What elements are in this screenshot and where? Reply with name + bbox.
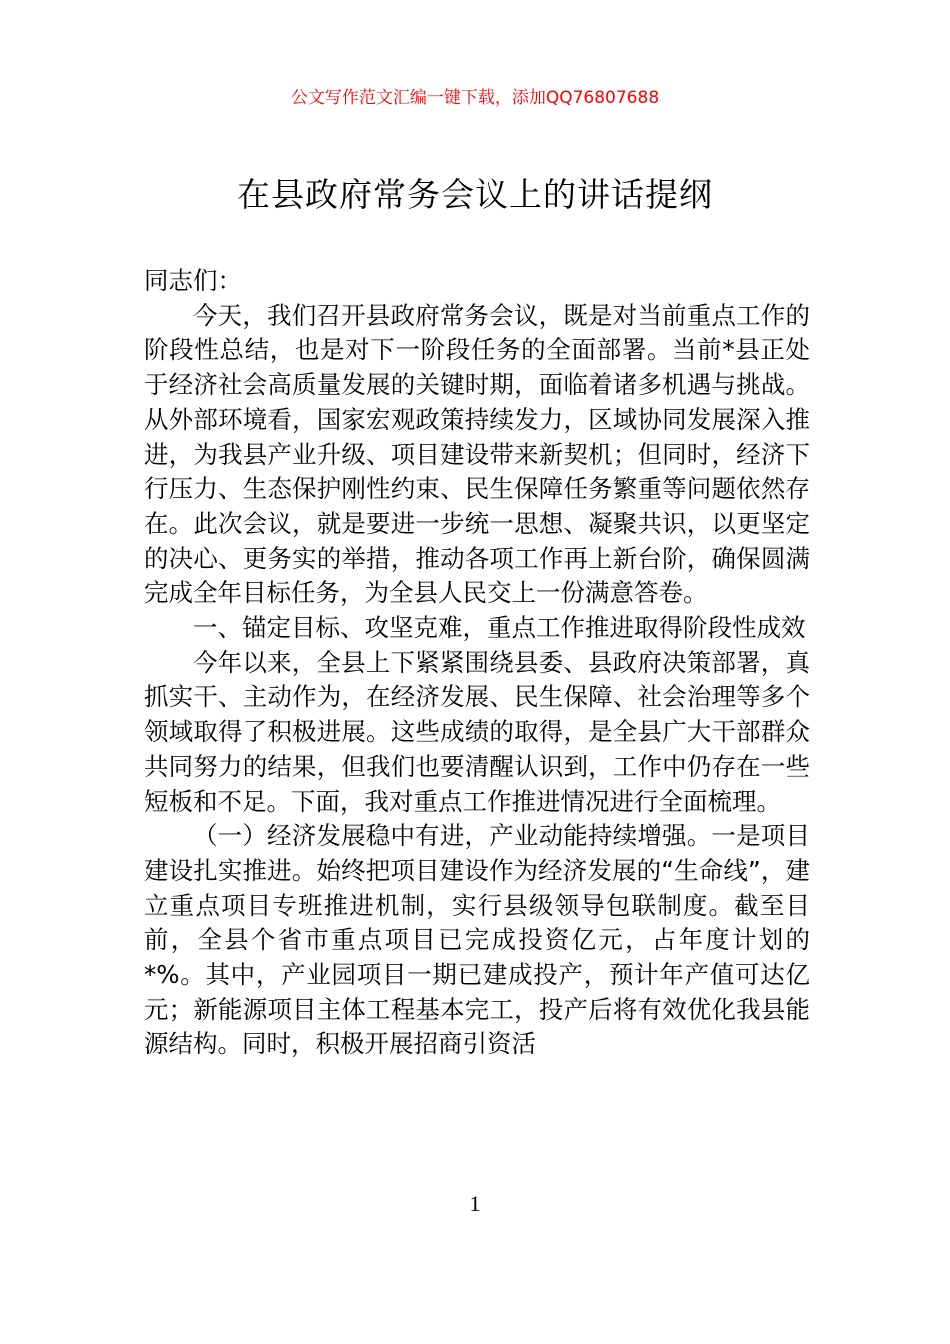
- section-heading-1: 一、锚定目标、攻坚克难，重点工作推进取得阶段性成效: [193, 613, 806, 643]
- paragraph-intro: 今天，我们召开县政府常务会议，既是对当前重点工作的阶段性总结，也是对下一阶段任务的全面部署。当前*县正处于经济社会高质量发展的关键时期，面临着诸多机遇与挑战。从外部环境看，国家宏观政策持续发力，区域协同发展深入推进，为我县产业升级、项目建设带来新契机；但同时，经济下行压力、生态保护刚性约束、民生保障任务繁重等问题依然存在。此次会议，就是要进一步统一思想、凝聚共识，以更坚定的决心、更务实的举措，推动各项工作再上新台阶，确保圆满完成全年目标任务，为全县人民交上一份满意答卷。: [144, 300, 810, 608]
- download-watermark: 公文写作范文汇编一键下载，添加QQ76807688: [290, 88, 660, 108]
- page-number: 1: [469, 1191, 481, 1216]
- paragraph-subsection-1: （一）经济发展稳中有进，产业动能持续增强。一是项目建设扎实推进。始终把项目建设作为经济发展的“生命线”，建立重点项目专班推进机制，实行县级领导包联制度。截至目前，全县个省市重点项目已完成投资亿元，占年度计划的*%。其中，产业园项目一期已建成投产，预计年产值可达亿元；新能源项目主体工程基本完工，投产后将有效优化我县能源结构。同时，积极开展招商引资活: [144, 821, 810, 1059]
- paragraph-section-1: 今年以来，全县上下紧紧围绕县委、县政府决策部署，真抓实干、主动作为，在经济发展、民生保障、社会治理等多个领域取得了积极进展。这些成绩的取得，是全县广大干部群众共同努力的结果，但我们也要清醒认识到，工作中仍存在一些短板和不足。下面，我对重点工作推进情况进行全面梳理。: [144, 647, 810, 816]
- salutation: 同志们：: [144, 266, 242, 295]
- document-title: 在县政府常务会议上的讲话提纲: [237, 175, 713, 214]
- document-body: [144, 264, 810, 1062]
